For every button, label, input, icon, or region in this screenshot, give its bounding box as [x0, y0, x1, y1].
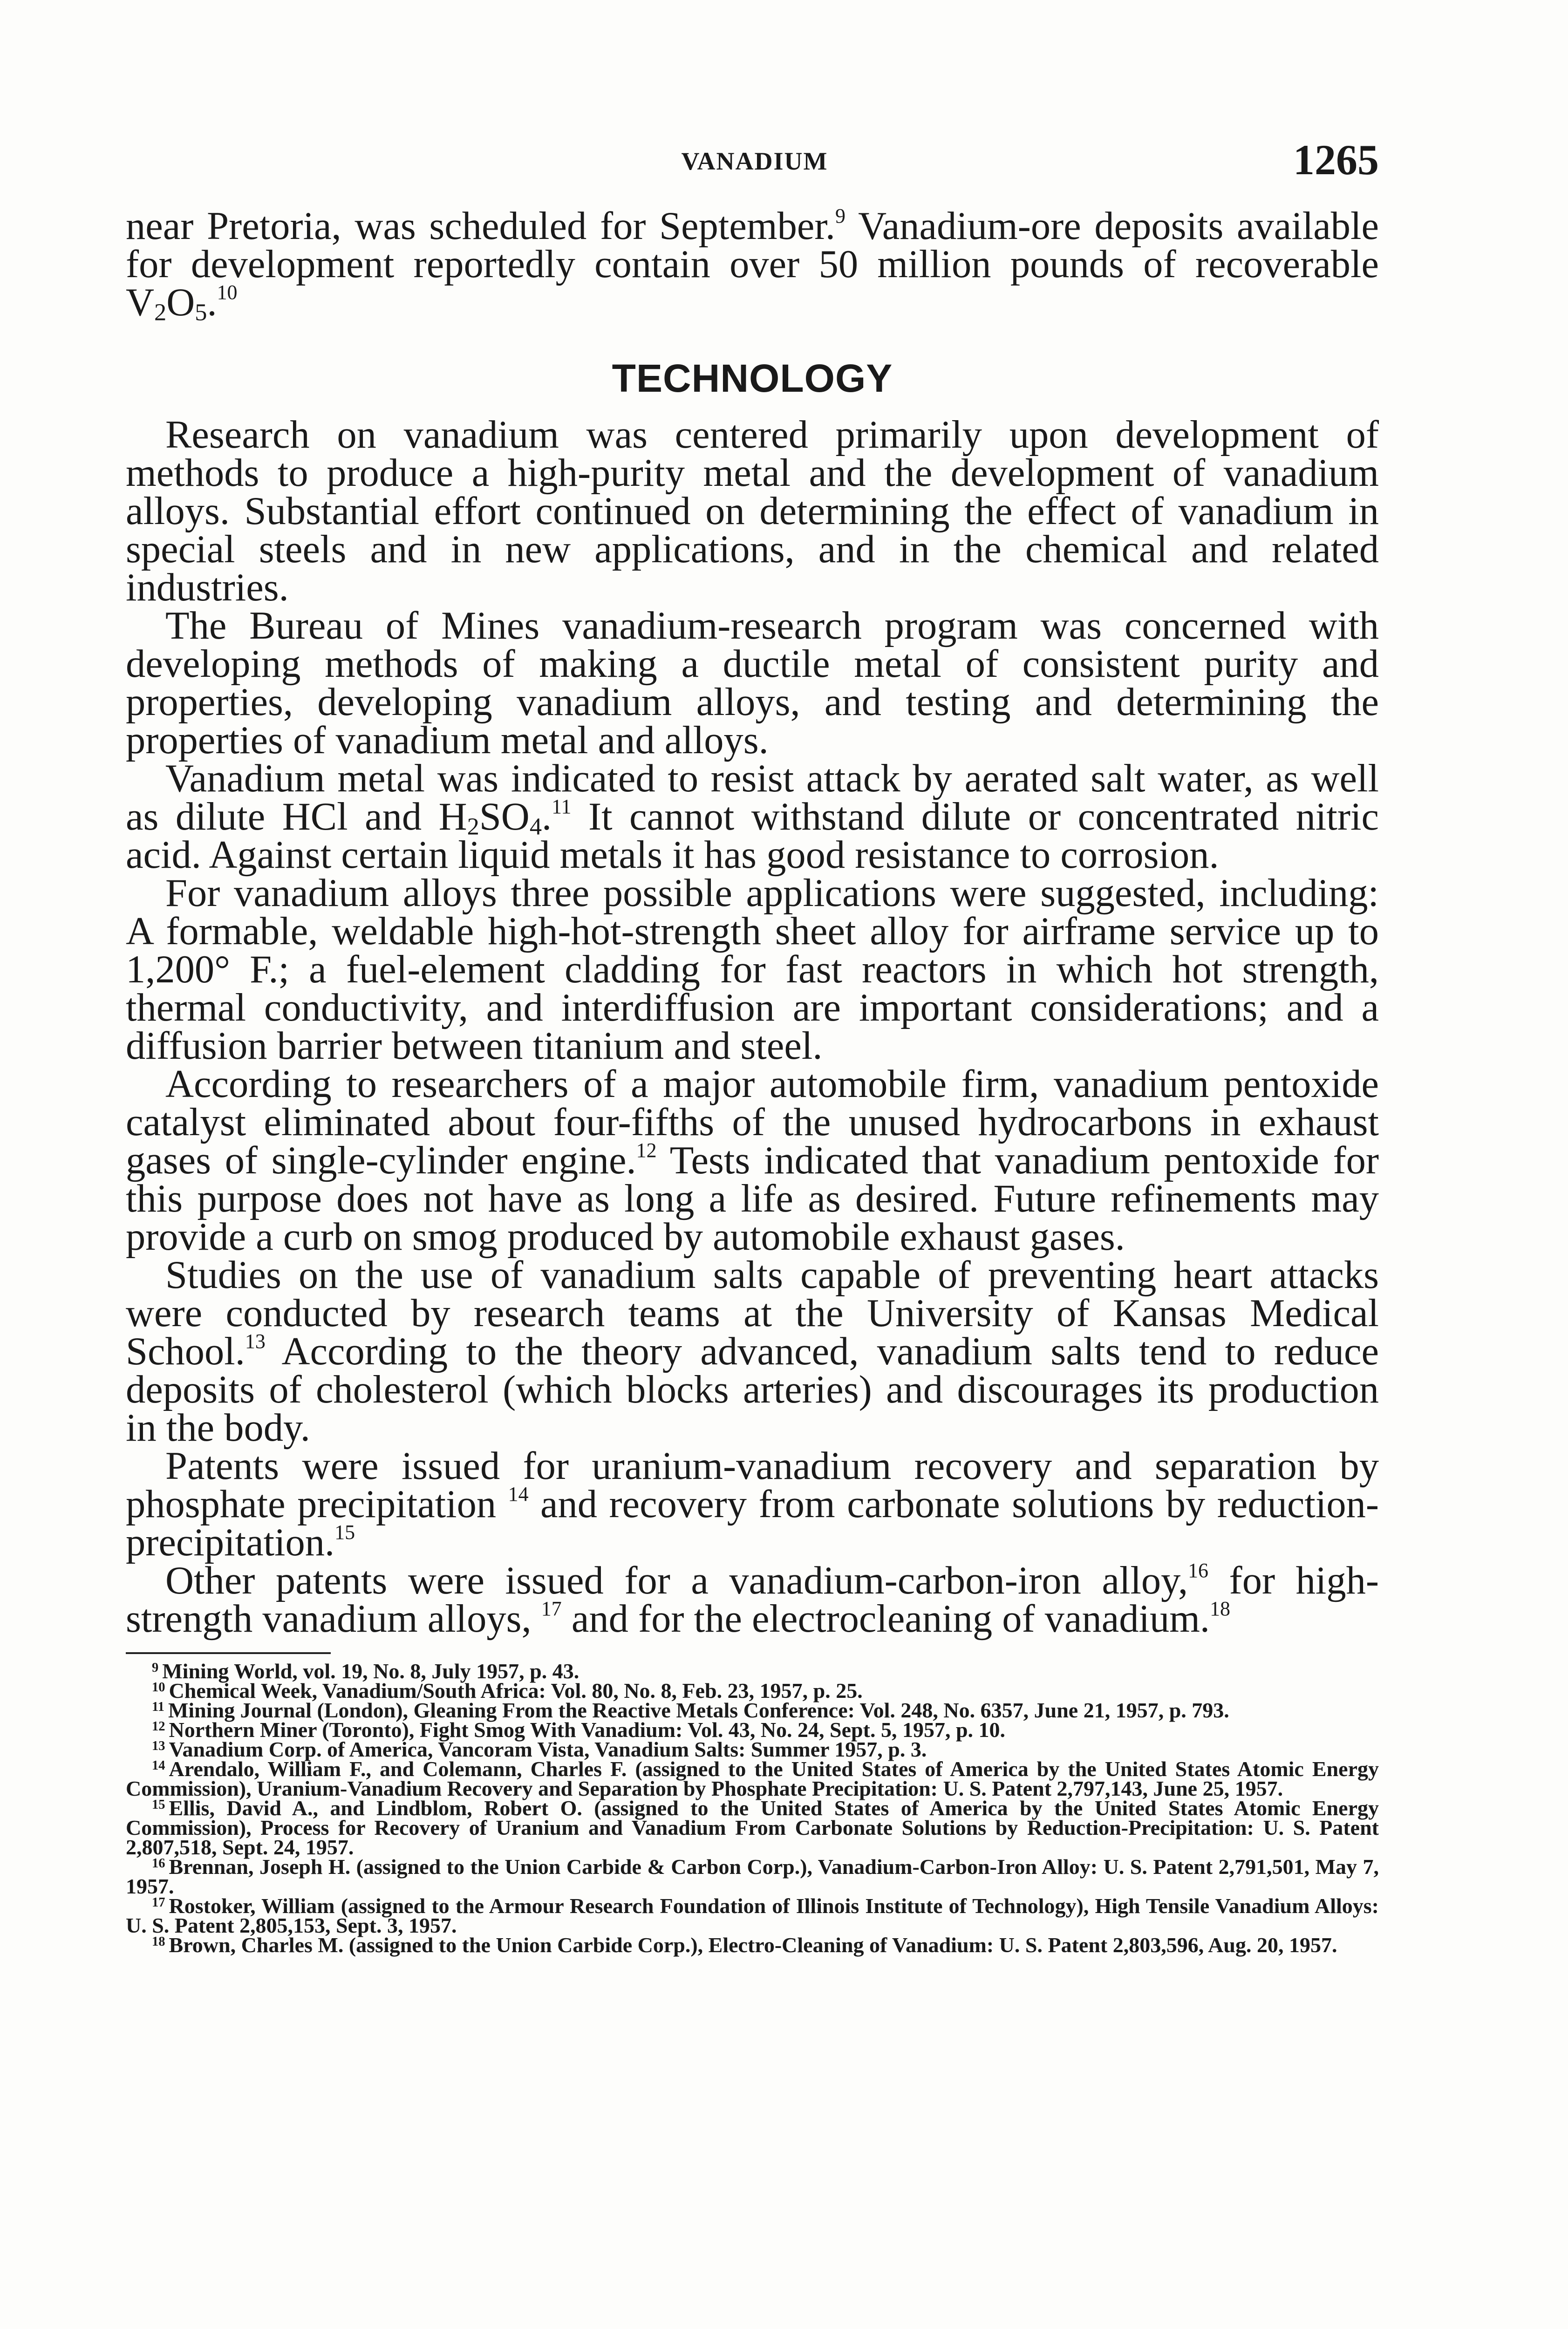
p8-text-3: and for the electrocleaning of vanadium. [561, 1597, 1210, 1641]
footnote-mark: 17 [152, 1895, 165, 1910]
footnote-mark: 18 [152, 1934, 165, 1949]
paragraph-other-patents [126, 1559, 1379, 1641]
p3-text-3: . [542, 795, 552, 838]
p6-text-1: Studies on the use of vanadium salts capable of preventing heart attacks were conducted by research teams at the University of Kansas Medical School. [126, 1253, 1379, 1373]
subscript-2: 2 [467, 813, 479, 840]
paragraph-patents-recovery [126, 1444, 1379, 1564]
p7-text-1: Patents were issued for uranium-vanadium recovery and separation by phosphate precipitation [126, 1444, 1379, 1526]
footnote-10 [126, 1681, 1379, 1701]
footnote-ref-17: 17 [541, 1597, 562, 1620]
footnote-text: Brennan, Joseph H. (assigned to the Union Carbide & Carbon Corp.), Vanadium-Carbon-Iron Alloy: U. S. Patent 2,791,501, May 7, 1957. [126, 1855, 1379, 1898]
subscript-4: 4 [529, 813, 542, 840]
footnote-11 [126, 1698, 1379, 1722]
footnote-ref-18: 18 [1210, 1597, 1230, 1620]
paragraph-alloy-applications: For vanadium alloys three possible applications were suggested, including: A formable, weldable high-hot-strength sheet alloy for airframe service up to 1,200° F.; a fuel-element cladding for fast reactors in which hot strength, thermal conductivity, and interdiffusion are important considerations; and a diffusion barrier between titanium and steel. [126, 872, 1379, 1068]
footnote-mark: 16 [152, 1856, 165, 1871]
section-heading: TECHNOLOGY [612, 356, 893, 400]
footnote-17 [126, 1896, 1379, 1935]
subscript-2: 2 [154, 299, 167, 326]
paragraph-catalyst [126, 1062, 1379, 1259]
footnote-12 [126, 1720, 1379, 1740]
footnote-text: Chemical Week, Vanadium/South Africa: Vol. 80, No. 8, Feb. 23, 1957, p. 25. [169, 1679, 863, 1702]
footnote-mark: 11 [152, 1699, 164, 1714]
footnote-16 [126, 1857, 1379, 1896]
p3-text-4: It cannot withstand dilute or concentrated nitric acid. Against certain liquid metals it has good resistance to corrosion. [126, 795, 1379, 877]
subscript-5: 5 [195, 299, 207, 326]
paragraph-research: Research on vanadium was centered primarily upon development of methods to produce a high-purity metal and the development of vanadium alloys. Substantial effort continued on determining the effect of vanadium in special steels and in new applications, and in the chemical and related industries. [126, 413, 1379, 609]
footnote-18 [126, 1935, 1379, 1955]
footnote-ref-15: 15 [334, 1520, 355, 1544]
footnote-text: Ellis, David A., and Lindblom, Robert O. (assigned to the United States of America by the United States Atomic Energy Commission), Process for Recovery of Uranium and Vanadium From Carbonate Solutions by Reduction-Precipitation: U. S. Patent 2,807,518, Sept. 24, 1957. [126, 1796, 1379, 1859]
footnote-14 [126, 1759, 1379, 1798]
footnote-text: Arendalo, William F., and Colemann, Charles F. (assigned to the United States of America by the United States Atomic Energy Commission), Uranium-Vanadium Recovery and Separation by Phosphate Precipitation: U. S. Patent 2,797,143, June 25, 1957. [126, 1757, 1379, 1800]
intro-text-1: near Pretoria, was scheduled for September. [126, 204, 835, 248]
footnote-ref-16: 16 [1188, 1559, 1209, 1582]
footnote-ref-11: 11 [552, 795, 572, 818]
footnote-text: Brown, Charles M. (assigned to the Union Carbide Corp.), Electro-Cleaning of Vanadium: U. S. Patent 2,803,596, Aug. 20, 1957. [169, 1933, 1337, 1957]
footnote-mark: 15 [152, 1797, 165, 1812]
p3-text-1: Vanadium metal was indicated to resist attack by aerated salt water, as well as dilute HCl and H [126, 757, 1379, 838]
p5-text-1: According to researchers of a major automobile firm, vanadium pentoxide catalyst eliminated about four-fifths of the unused hydrocarbons in exhaust gases of single-cylinder engine. [126, 1062, 1379, 1182]
paragraph-bureau-of-mines: The Bureau of Mines vanadium-research program was concerned with developing methods of making a ductile metal of consistent purity and properties, developing vanadium alloys, and testing and determining the properties of vanadium metal and alloys. [126, 604, 1379, 762]
page-header [130, 135, 1379, 186]
footnote-mark: 13 [152, 1738, 165, 1753]
footnote-ref-9: 9 [835, 204, 845, 227]
running-title: VANADIUM [681, 147, 828, 175]
footnote-mark: 14 [152, 1758, 165, 1773]
footnote-ref-14: 14 [508, 1482, 529, 1505]
footnote-ref-12: 12 [636, 1138, 657, 1162]
footnote-text: Mining Journal (London), Gleaning From the Reactive Metals Conference: Vol. 248, No. 6357, June 21, 1957, p. 793. [168, 1698, 1229, 1722]
footnote-mark: 9 [152, 1660, 159, 1675]
footnote-divider [126, 1652, 331, 1654]
paragraph-corrosion [126, 757, 1379, 877]
footnote-text: Northern Miner (Toronto), Fight Smog With Vanadium: Vol. 43, No. 24, Sept. 5, 1957, p. 10. [169, 1718, 1006, 1742]
footnote-ref-13: 13 [245, 1329, 266, 1353]
intro-text-2: Vanadium-ore deposits available for development reportedly contain over 50 million pounds of recoverable V [126, 204, 1379, 324]
footnote-text: Vanadium Corp. of America, Vancoram Vista, Vanadium Salts: Summer 1957, p. 3. [169, 1737, 927, 1761]
footnote-15 [126, 1798, 1379, 1857]
footnote-9 [126, 1659, 1379, 1683]
footnote-mark: 10 [152, 1680, 165, 1695]
footnote-text: Rostoker, William (assigned to the Armour Research Foundation of Illinois Institute of Technology), High Tensile Vanadium Alloys: U. S. Patent 2,805,153, Sept. 3, 1957. [126, 1894, 1379, 1937]
p8-text-1: Other patents were issued for a vanadium-carbon-iron alloy, [165, 1559, 1188, 1602]
p5-text-2: Tests indicated that vanadium pentoxide for this purpose does not have as long a life as desired. Future refinements may provide a curb on smog produced by automobile exhaust gases. [126, 1139, 1379, 1259]
body-text [126, 204, 1379, 1957]
footnote-mark: 12 [152, 1719, 165, 1734]
p6-text-2: According to the theory advanced, vanadium salts tend to reduce deposits of cholesterol (which blocks arteries) and discourages its production in the body. [126, 1330, 1379, 1450]
footnotes [126, 1659, 1379, 1957]
paragraph-heart-studies [126, 1253, 1379, 1450]
footnote-ref-10: 10 [217, 280, 238, 304]
p3-text-2: SO [479, 795, 530, 838]
intro-text-3: O [166, 281, 195, 324]
intro-text-4: . [207, 281, 217, 324]
intro-paragraph [126, 204, 1379, 326]
page-number: 1265 [1293, 136, 1379, 184]
p8-text-2: for high-strength vanadium alloys, [126, 1559, 1379, 1641]
footnote-text: Mining World, vol. 19, No. 8, July 1957, p. 43. [162, 1659, 579, 1683]
p7-text-2: and recovery from carbonate solutions by reduction-precipitation. [126, 1483, 1379, 1564]
footnote-13 [126, 1737, 1379, 1761]
